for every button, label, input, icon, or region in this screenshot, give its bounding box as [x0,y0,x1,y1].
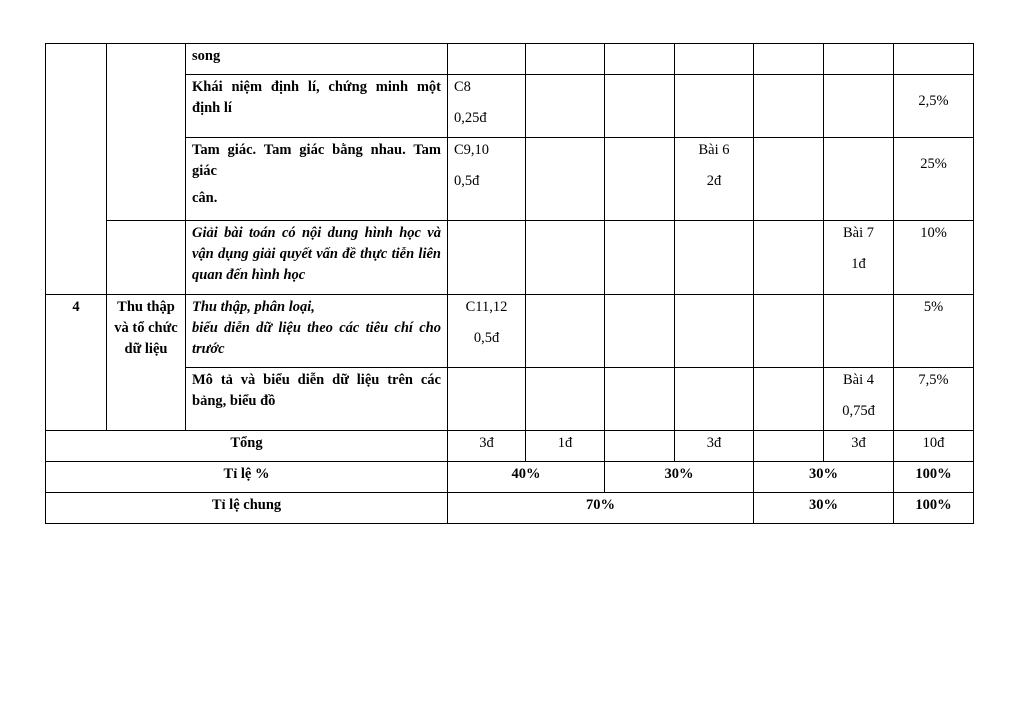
question-label: C8 [454,79,471,95]
common-ratio-label: Tỉ lệ chung [46,493,448,524]
question-cell [824,221,894,295]
common-ratio-value: 30% [754,493,894,524]
cell [754,431,824,462]
topic-name-cell [107,44,186,221]
cell [526,221,605,295]
cell [605,368,675,431]
cell [526,368,605,431]
cell [824,295,894,368]
cell [754,75,824,138]
ratio-value: 40% [448,462,605,493]
table-row [46,368,974,431]
total-value: 3đ [448,431,526,462]
content-cell [186,138,448,221]
assessment-matrix-table [45,43,974,524]
cell [605,295,675,368]
total-value: 1đ [526,431,605,462]
percent-cell [894,75,974,138]
question-score: 1đ [851,256,866,272]
cell [605,75,675,138]
cell [675,44,754,75]
content-cell [186,295,448,368]
percent-cell: 5% [894,295,974,368]
percent-cell: 10% [894,221,974,295]
total-value: 3đ [675,431,754,462]
content-cell: song [186,44,448,75]
ratio-value: 30% [605,462,754,493]
ratio-label: Tỉ lệ % [46,462,448,493]
cell [526,44,605,75]
cell [526,138,605,221]
cell [824,44,894,75]
cell [448,44,526,75]
question-label: Bài 4 [842,372,874,388]
question-label: Bài 7 [842,225,874,241]
question-label: C9,10 [454,142,490,158]
content-cell: Giải bài toán có nội dung hình học và vận dụng giải quyết vấn đề thực tiễn liên quan đến hình học [186,221,448,295]
question-cell [448,138,526,221]
cell [675,75,754,138]
question-cell [448,75,526,138]
percent-value: 25% [920,156,947,172]
percent-value: 2,5% [918,93,949,109]
ratio-row [46,462,974,493]
table-row [46,221,974,295]
question-score: 0,5đ [473,330,500,346]
cell [526,75,605,138]
percent-cell [894,138,974,221]
common-ratio-row [46,493,974,524]
content-line: Tam giác. Tam giác bằng nhau. Tam giác [192,142,441,179]
content-cell: Khái niệm định lí, chứng minh một định lí [186,75,448,138]
question-label: Bài 6 [698,142,730,158]
topic-number-cell [46,44,107,295]
topic-name-cell: Thu thập và tổ chức dữ liệu [107,295,186,431]
question-score: 2đ [706,173,722,189]
table-row [46,44,974,75]
cell [675,221,754,295]
cell [894,44,974,75]
cell [605,138,675,221]
question-cell [824,368,894,431]
content-line: Thu thập, phân loại, [192,299,315,315]
cell [754,138,824,221]
table-row [46,138,974,221]
question-score: 0,25đ [454,110,487,126]
percent-cell: 7,5% [894,368,974,431]
topic-name-cell [107,221,186,295]
cell [675,368,754,431]
content-cell: Mô tả và biểu diễn dữ liệu trên các bảng, biểu đồ [186,368,448,431]
cell [754,368,824,431]
cell [754,44,824,75]
content-line: cân. [192,190,218,206]
question-label: C11,12 [465,299,508,315]
cell [605,44,675,75]
total-value: 10đ [894,431,974,462]
common-ratio-value: 100% [894,493,974,524]
cell [448,368,526,431]
totals-label: Tổng [46,431,448,462]
table-row [46,75,974,138]
question-score: 0,5đ [454,173,480,189]
cell [675,295,754,368]
question-cell [675,138,754,221]
ratio-value: 30% [754,462,894,493]
table-row [46,295,974,368]
question-cell [448,295,526,368]
content-line: biểu diễn dữ liệu theo các tiêu chí cho trước [192,320,441,357]
cell [824,75,894,138]
cell [605,431,675,462]
topic-number-cell: 4 [46,295,107,431]
cell [754,295,824,368]
totals-row [46,431,974,462]
cell [448,221,526,295]
cell [824,138,894,221]
common-ratio-value: 70% [448,493,754,524]
total-value: 3đ [824,431,894,462]
cell [605,221,675,295]
cell [754,221,824,295]
cell [526,295,605,368]
question-score: 0,75đ [842,403,875,419]
ratio-value: 100% [894,462,974,493]
